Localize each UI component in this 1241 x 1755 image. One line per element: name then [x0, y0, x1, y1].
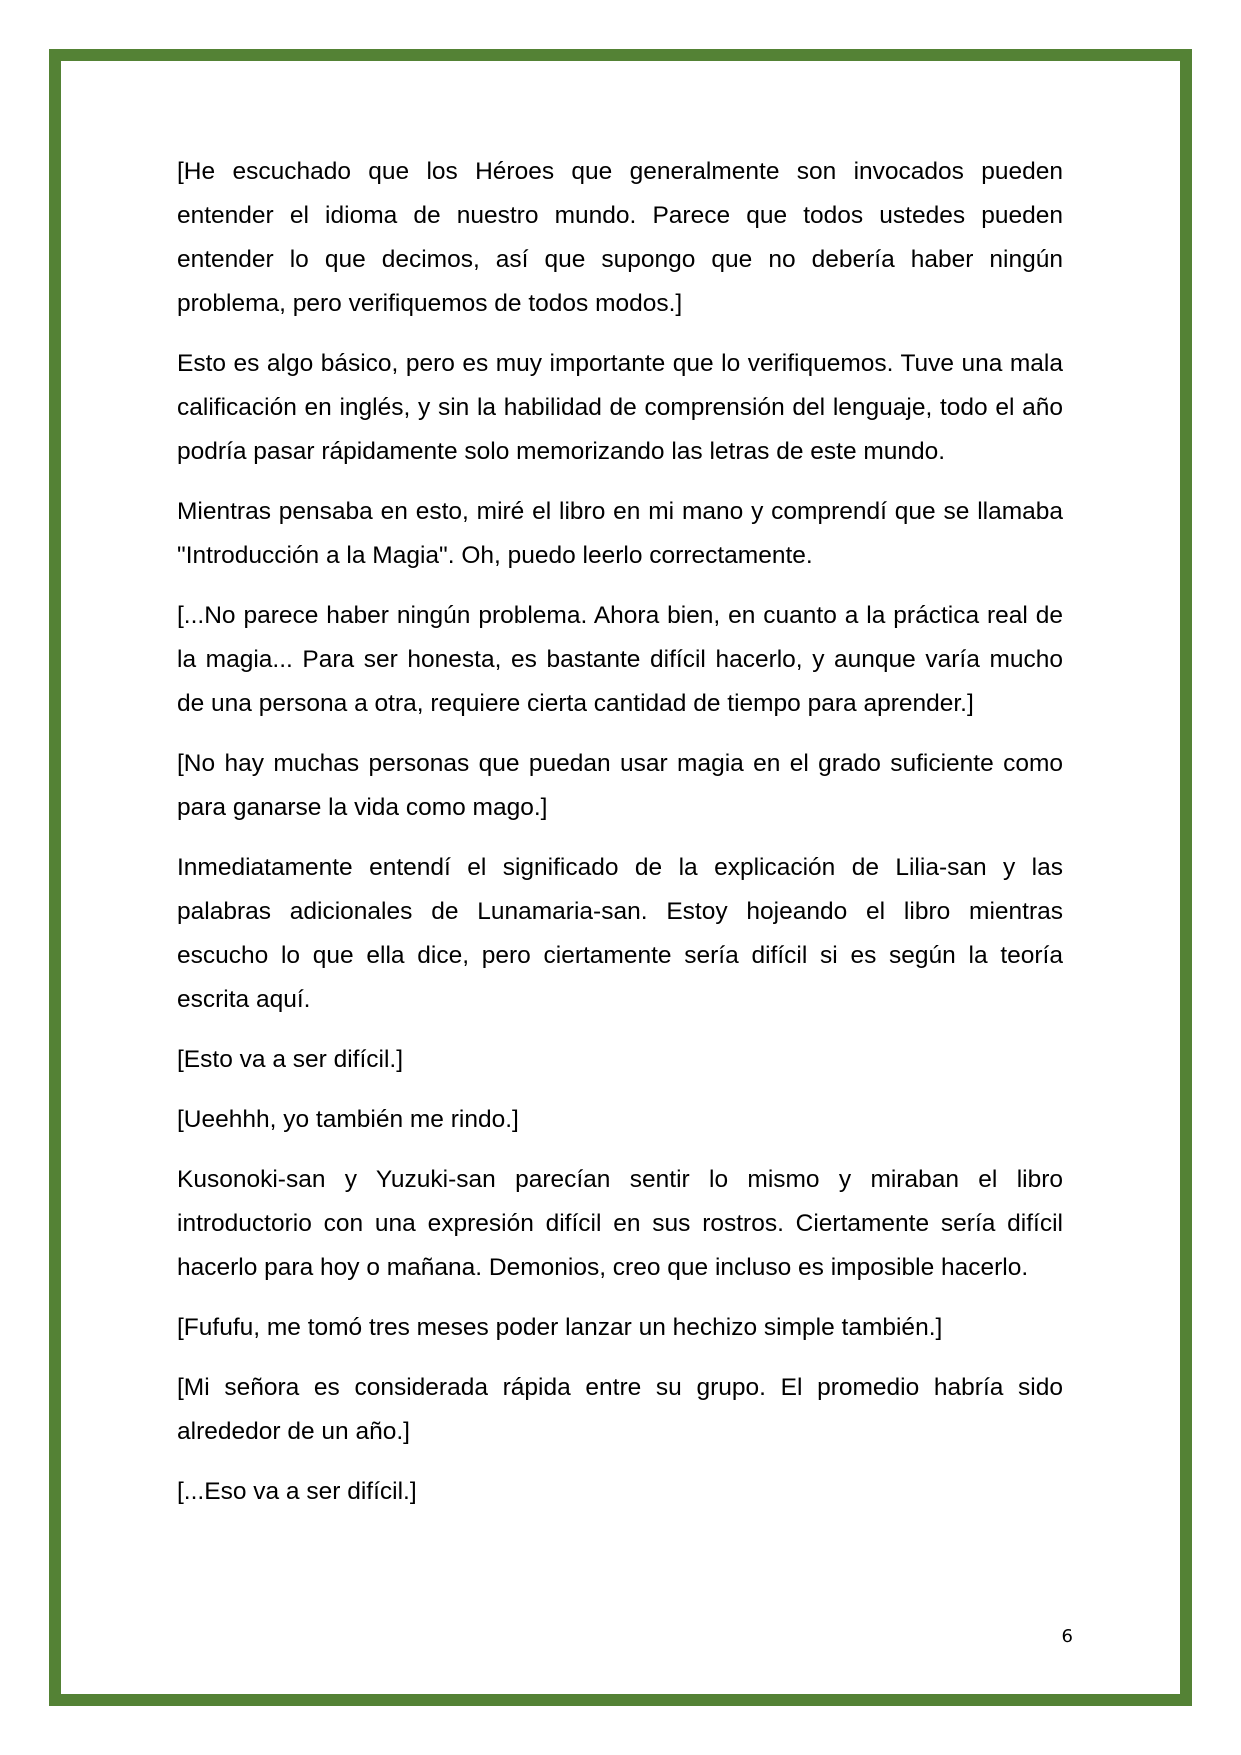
paragraph: [Esto va a ser difícil.]	[177, 1046, 404, 1073]
page-number: 6	[1061, 1626, 1073, 1647]
paragraph: [He escuchado que los Héroes que generalmente son invocados pueden entender el idioma de nuestro mundo. Parece que todos ustedes pueden entender lo que decimos, así que supongo que no debería haber ningún problema, pero verifiquemos de todos modos.]	[177, 158, 1063, 317]
paragraph: [Fufufu, me tomó tres meses poder lanzar un hechizo simple también.]	[177, 1314, 943, 1341]
paragraph: [...Eso va a ser difícil.]	[177, 1478, 417, 1505]
paragraph: Kusonoki-san y Yuzuki-san parecían sentir lo mismo y miraban el libro introductorio con una expresión difícil en sus rostros. Ciertamente sería difícil hacerlo para hoy o mañana. Demonios, creo que incluso es imposible hacerlo.	[177, 1166, 1063, 1281]
paragraph: Mientras pensaba en esto, miré el libro en mi mano y comprendí que se llamaba "Introducción a la Magia". Oh, puedo leerlo correctamente.	[177, 498, 1063, 569]
paragraph: [...No parece haber ningún problema. Ahora bien, en cuanto a la práctica real de la magia... Para ser honesta, es bastante difícil hacerlo, y aunque varía mucho de una persona a otra, requiere cierta cantidad de tiempo para aprender.]	[177, 602, 1063, 717]
paragraph: [No hay muchas personas que puedan usar magia en el grado suficiente como para ganarse la vida como mago.]	[177, 750, 1063, 821]
paragraph: [Mi señora es considerada rápida entre su grupo. El promedio habría sido alrededor de un año.]	[177, 1374, 1063, 1445]
paragraph: Esto es algo básico, pero es muy importante que lo verifiquemos. Tuve una mala calificación en inglés, y sin la habilidad de comprensión del lenguaje, todo el año podría pasar rápidamente solo memorizando las letras de este mundo.	[177, 350, 1063, 465]
paragraph: [Ueehhh, yo también me rindo.]	[177, 1106, 519, 1133]
document-body	[177, 150, 1063, 1530]
paragraph: Inmediatamente entendí el significado de la explicación de Lilia-san y las palabras adicionales de Lunamaria-san. Estoy hojeando el libro mientras escucho lo que ella dice, pero ciertamente sería difícil si es según la teoría escrita aquí.	[177, 854, 1063, 1013]
